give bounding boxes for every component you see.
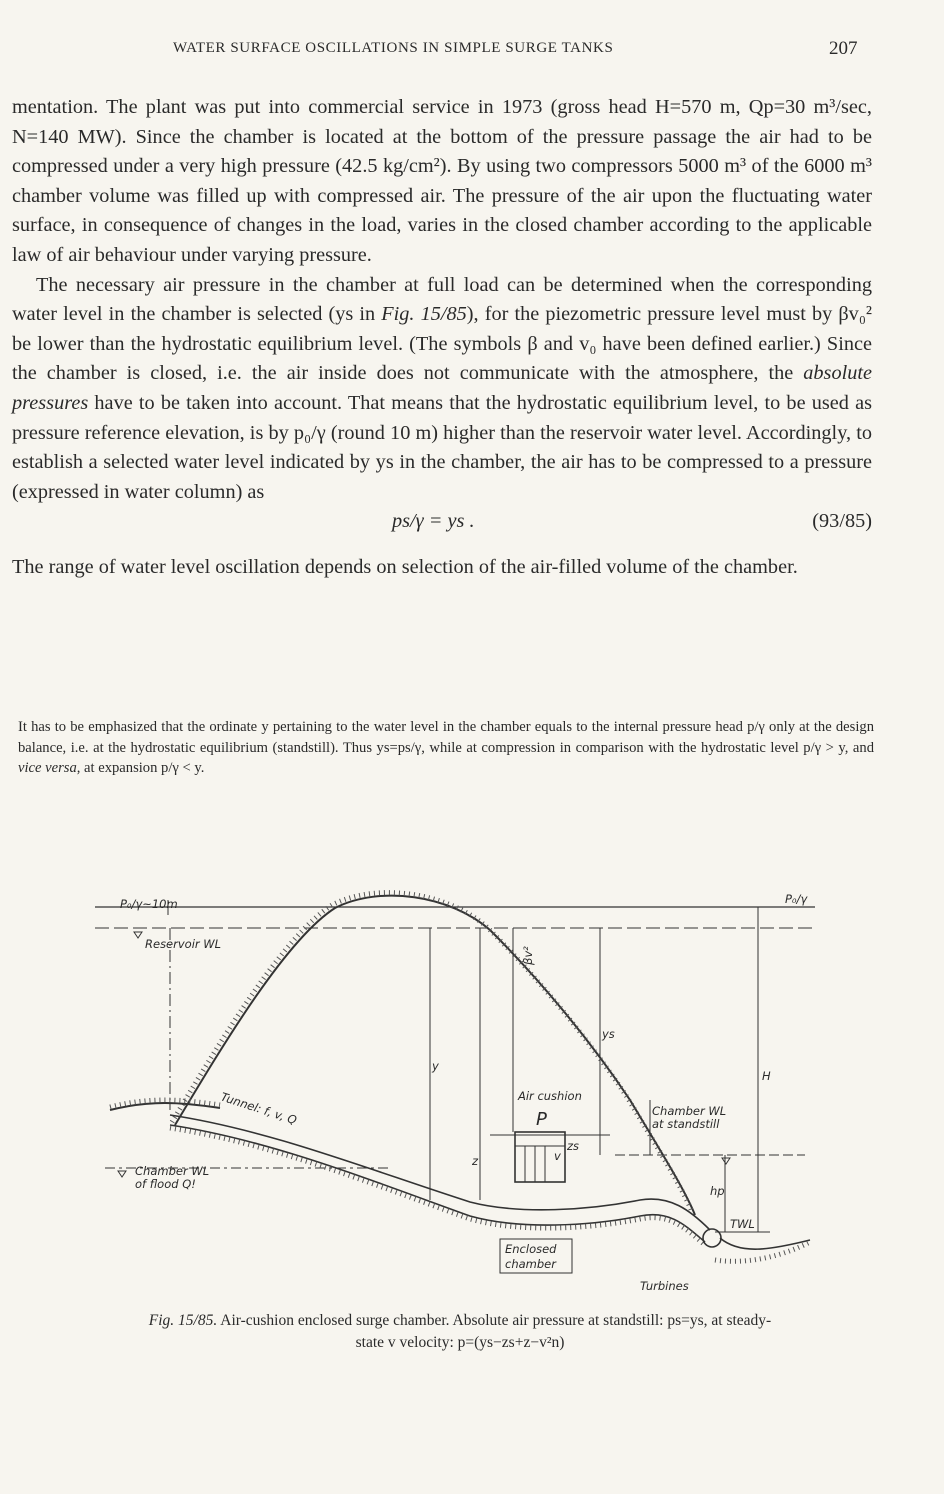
caption-text-2: state v velocity: p=(ys−zs+z−v²n) [355, 1334, 565, 1351]
label-tunnel: Tunnel: f, v, Q [219, 1089, 299, 1128]
equation-number: (93/85) [812, 510, 872, 533]
paragraph-2-part-b: ), for the piezometric pressure level must by βv₀² be lower than the hydrostatic equilibrium level. (The symbols β and v₀ have been defined earlier.) Since the chamber is closed, i.e. the air inside does not communicate with the atmosphere, the [12, 303, 872, 385]
footnote-block [18, 717, 874, 779]
label-enclosed-chamber-1: Enclosed [505, 1242, 557, 1256]
reservoir-wl-marker [134, 932, 142, 938]
label-p0-right: P₀/γ [785, 892, 808, 906]
label-chamber-wl-standstill-2: at standstill [652, 1117, 720, 1131]
label-enclosed-chamber-2: chamber [505, 1257, 556, 1271]
label-hp: hp [710, 1184, 725, 1198]
label-chamber-wl-flood-1: Chamber WL [135, 1164, 210, 1178]
label-zs: zs [567, 1139, 580, 1153]
surge-chamber-diagram [70, 870, 840, 1300]
terrain-hatching [172, 893, 692, 1212]
label-z: z [472, 1154, 479, 1168]
body-text [12, 93, 872, 583]
label-turbines: Turbines [640, 1279, 689, 1293]
standstill-wl-marker [722, 1158, 730, 1164]
tailrace [720, 1238, 810, 1249]
label-H: H [762, 1069, 771, 1083]
paragraph-2-part-a: The necessary air pressure in the chamber at full load can be determined when the corresponding water level in the chamber is selected (ys in [12, 273, 872, 326]
label-y: y [432, 1059, 439, 1073]
label-v: v [554, 1149, 561, 1163]
label-p0-10m: P₀/γ~10m [120, 897, 178, 911]
tunnel-lower [170, 1125, 705, 1242]
label-chamber-wl-standstill-1: Chamber WL [652, 1104, 727, 1118]
note-part-b: , at expansion p/γ < y. [76, 760, 205, 776]
running-title: WATER SURFACE OSCILLATIONS IN SIMPLE SURGE TANKS [173, 40, 614, 56]
note-part-a: It has to be emphasized that the ordinate y pertaining to the water level in the chamber equals to the internal pressure head p/γ only at the design balance, i.e. at the hydrostatic equilibrium (standstill). Thus ys=ps/γ, while at compression in comparison with the hydrostatic level p/γ > y, and [18, 719, 874, 756]
paragraph-3: The range of water level oscillation depends on selection of the air-filled volume of the chamber. [12, 556, 798, 579]
paragraph-1: mentation. The plant was put into commercial service in 1973 (gross head H=570 m, Qp=30 m³/sec, N=140 MW). Since the chamber is located at the bottom of the pressure passage the air had to be compressed under a very high pressure (42.5 kg/cm²). By using two compressors 5000 m³ of the 6000 m³ chamber volume was filled up with compressed air. The pressure of the air upon the fluctuating water surface, in consequence of changes in the load, varies in the closed chamber according to the applicable law of air behaviour under varying pressure. [12, 96, 872, 266]
figure-reference: Fig. 15/85 [381, 303, 467, 326]
equation-formula: ps/γ = ys . [392, 510, 475, 533]
label-ys: ys [602, 1027, 615, 1041]
caption-text-1: Air-cushion enclosed surge chamber. Absolute air pressure at standstill: ps=ys, at steady- [217, 1312, 772, 1329]
label-air-cushion: Air cushion [518, 1089, 582, 1103]
caption-figure-number: Fig. 15/85. [148, 1312, 218, 1329]
page-number: 207 [829, 38, 858, 59]
label-p: P [536, 1109, 547, 1130]
tunnel-upper [170, 1115, 710, 1230]
note-emphasis: vice versa [18, 760, 77, 776]
figure-15-85 [70, 870, 840, 1300]
label-reservoir-wl: Reservoir WL [145, 937, 222, 951]
paragraph-2 [12, 271, 872, 508]
emphasis-absolute-pressures: absolute pressures [12, 362, 872, 414]
tailrace-hatching [715, 1242, 810, 1261]
figure-caption [30, 1310, 890, 1354]
paragraph-2-part-c: have to be taken into account. That means that the hydrostatic equilibrium level, to be used as pressure reference elevation, is by p₀/γ (round 10 m) higher than the reservoir water level. Accordingly, to establish a selected water level indicated by ys in the chamber, the air has to be compressed to a pressure (expressed in water column) as [12, 391, 872, 503]
label-chamber-wl-flood-2: of flood Q! [135, 1177, 196, 1191]
terrain-profile [175, 896, 695, 1215]
flood-wl-marker [118, 1171, 126, 1177]
page-header [0, 38, 944, 68]
label-twl: TWL [730, 1217, 755, 1231]
left-ground [110, 1103, 220, 1110]
label-bv2: βv² [521, 946, 535, 965]
equation-93-85 [12, 507, 872, 539]
tunnel-hatching [170, 1128, 705, 1245]
